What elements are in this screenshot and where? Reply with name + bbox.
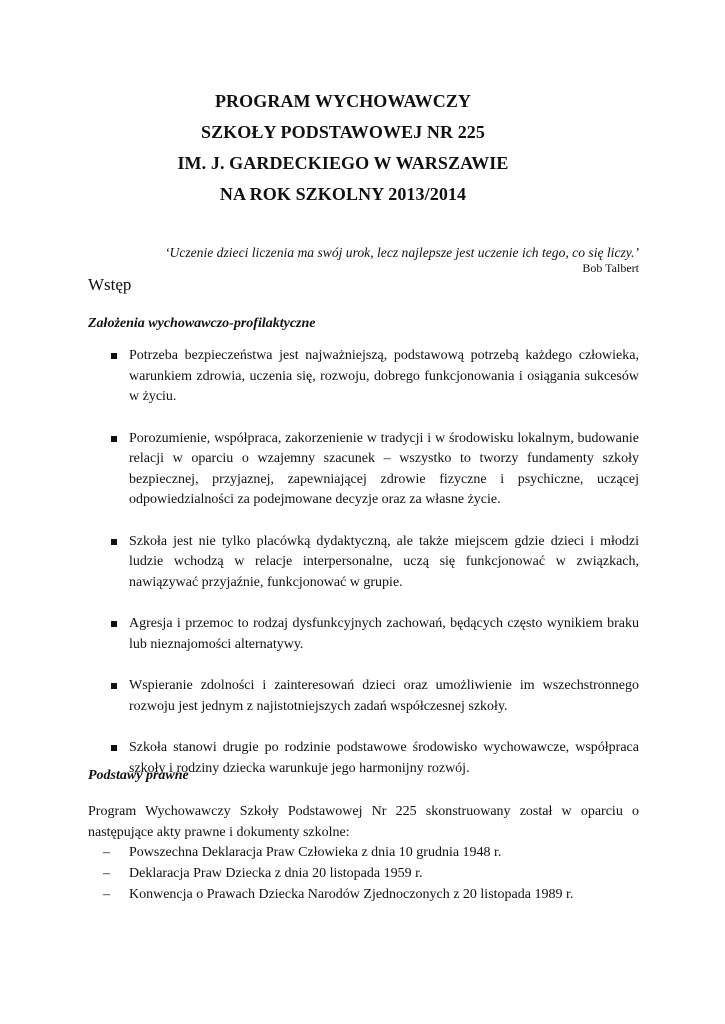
list-item: – Powszechna Deklaracja Praw Człowieka z dnia 10 grudnia 1948 r. [88, 842, 639, 863]
title-line: IM. J. GARDECKIEGO W WARSZAWIE [177, 153, 509, 173]
title-line: SZKOŁY PODSTAWOWEJ NR 225 [200, 122, 486, 142]
square-bullet-icon [111, 745, 117, 751]
square-bullet-icon [111, 353, 117, 359]
list-item: Wspieranie zdolności i zainteresowań dzieci oraz umożliwienie im wszechstronnego rozwoju jest jednym z najistotniejszych zadań współczesnej szkoły. [88, 676, 639, 717]
list-item: Szkoła stanowi drugie po rodzinie podstawowe środowisko wychowawcze, współpraca szkoły i rodziny dziecka warunkuje jego harmonijny rozwój. [88, 738, 639, 779]
square-bullet-icon [111, 436, 117, 442]
list-item: Szkoła jest nie tylko placówką dydaktyczną, ale także miejscem gdzie dzieci i młodzi ludzie wchodzą w relacje interpersonalne, uczą się funkcjonować w związkach, nawiązywać przyjaźnie, funkcjonować w grupie. [88, 532, 639, 594]
subheading-zalozenia: Założenia wychowawczo-profilaktyczne [88, 316, 316, 331]
epigraph [88, 244, 639, 275]
epigraph-quote: ‘Uczenie dzieci liczenia ma swój urok, lecz najlepsze jest uczenie ich tego, co się liczy.’ [164, 245, 639, 260]
square-bullet-icon [111, 621, 117, 627]
dash-bullet-icon: – [103, 845, 110, 860]
legal-paragraph: Program Wychowawczy Szkoły Podstawowej Nr 225 skonstruowany został w oparciu o następujące akty prawne i dokumenty szkolne: [88, 804, 639, 840]
assumptions-list [88, 346, 639, 800]
document-title [88, 86, 598, 210]
dash-bullet-icon: – [103, 866, 110, 881]
square-bullet-icon [111, 539, 117, 545]
epigraph-author: Bob Talbert [582, 261, 639, 275]
section-heading-wstep: Wstęp [88, 275, 132, 294]
title-line: NA ROK SZKOLNY 2013/2014 [219, 184, 467, 204]
list-item: Porozumienie, współpraca, zakorzenienie w tradycji i w środowisku lokalnym, budowanie relacji w oparciu o wzajemny szacunek – wszystko to tworzy fundamenty szkoły bezpiecznej, przyjaznej, zapewniającej zdrowie fizyczne i psychiczne, uczącej odpowiedzialności za podejmowane decyzje oraz za własne życie. [88, 429, 639, 511]
title-line: PROGRAM WYCHOWAWCZY [214, 91, 472, 111]
list-item: – Deklaracja Praw Dziecka z dnia 20 listopada 1959 r. [88, 863, 639, 884]
subheading-podstawy-prawne: Podstawy prawne [88, 768, 189, 783]
dash-bullet-icon: – [103, 887, 110, 902]
legal-acts-list [88, 842, 639, 905]
square-bullet-icon [111, 683, 117, 689]
list-item: Agresja i przemoc to rodzaj dysfunkcyjnych zachowań, będących często wynikiem braku lub nieznajomości alternatywy. [88, 614, 639, 655]
list-item: Potrzeba bezpieczeństwa jest najważniejszą, podstawową potrzebą każdego człowieka, warunkiem zdrowia, uczenia się, rozwoju, dobrego funkcjonowania i osiągania sukcesów w życiu. [88, 346, 639, 408]
list-item: – Konwencja o Prawach Dziecka Narodów Zjednoczonych z 20 listopada 1989 r. [88, 884, 639, 905]
